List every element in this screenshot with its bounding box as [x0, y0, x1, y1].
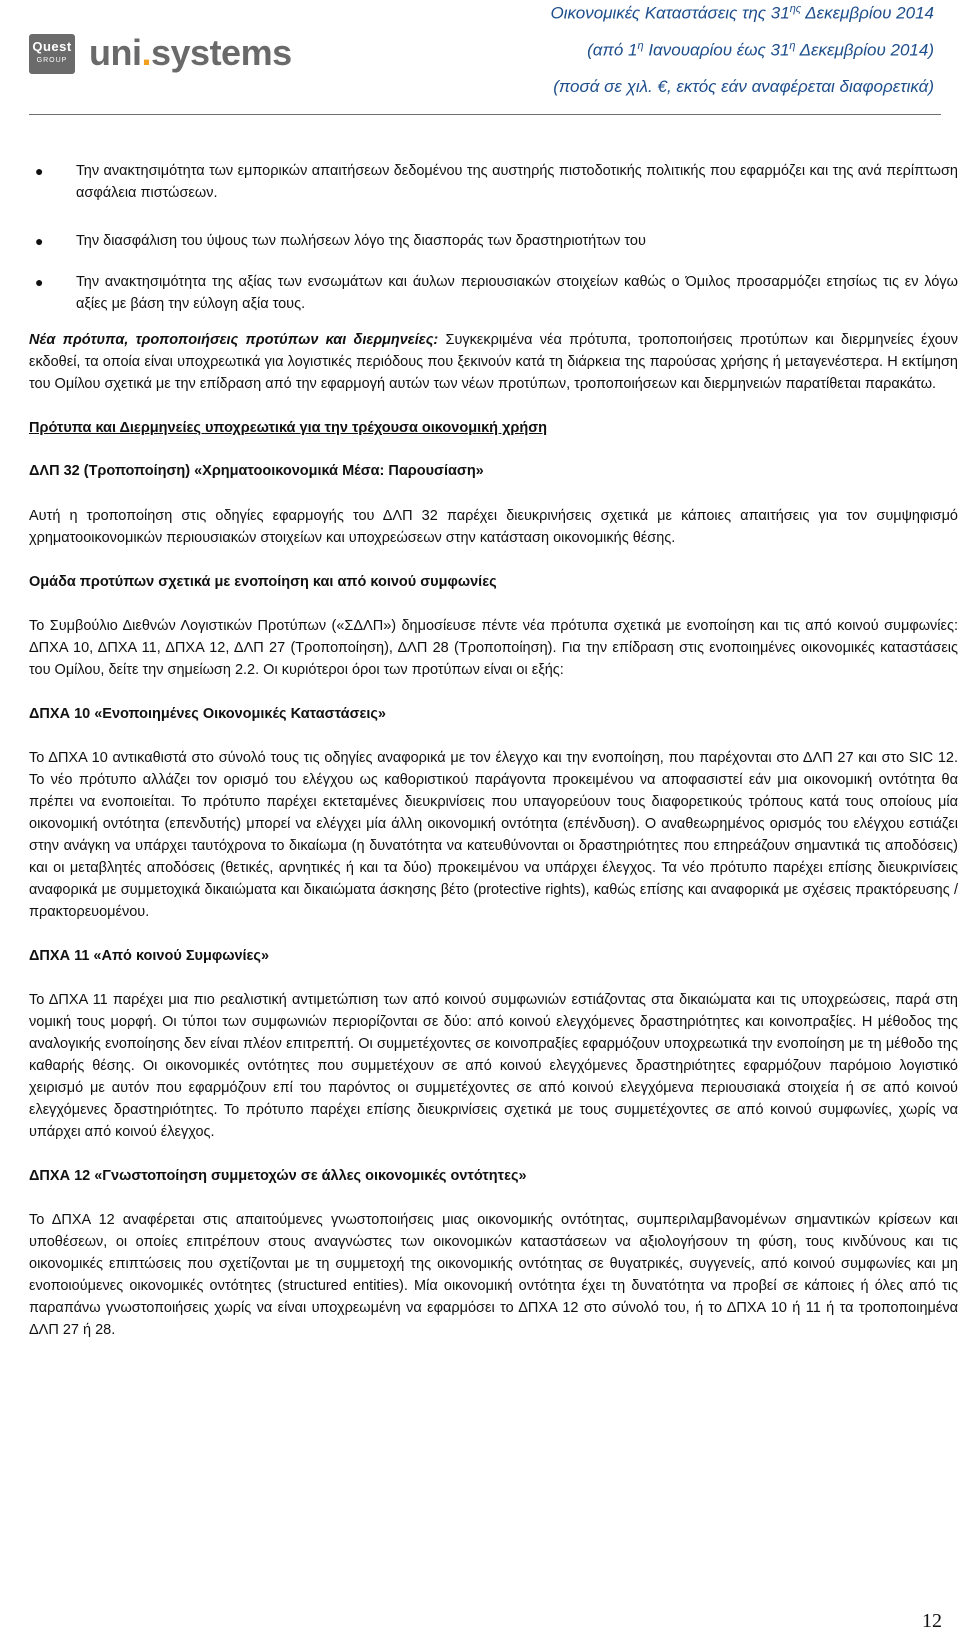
quest-group-logo: [29, 34, 75, 74]
group-paragraph: Το Συμβούλιο Διεθνών Λογιστικών Προτύπων («ΣΔΛΠ») δημοσίευσε πέντε νέα πρότυπα σχετικά με ενοποίηση και τις από κοινού συμφωνίες: ΔΠΧΑ 10, ΔΠΧΑ 11, ΔΠΧΑ 12, ΔΛΠ 27 (Τροποποίηση), ΔΛΠ 28 (Τροποποίηση). Για την επίδραση στις ενοποιημένες οικονομικές καταστάσεις του Ομίλου, δείτε την σημείωση 2.2. Οι κυριότεροι όροι των προτύπων είναι οι εξής:: [29, 618, 958, 678]
unisystems-logo: [89, 32, 292, 74]
document-body: [29, 160, 958, 1341]
logo-uni: uni: [89, 32, 142, 73]
bullet-item: [29, 271, 958, 315]
logo-group-text: GROUP: [36, 57, 68, 64]
new-standards-lead: Νέα πρότυπα, τροποποιήσεις προτύπων και διερμηνείες:: [29, 332, 439, 348]
new-standards-text: Συγκεκριμένα νέα πρότυπα, τροποποιήσεις προτύπων και διερμηνείες έχουν εκδοθεί, τα οποία είναι υποχρεωτικά για λογιστικές περιόδους που ξεκινούν κατά τη διάρκεια της παρούσας χρήσης ή μεταγενέστερα. Η εκτίμηση του Ομίλου σχετικά με την επίδραση από την εφαρμογή αυτών των νέων προτύπων, τροποποιήσεων και διερμηνειών παρατίθεται παρακάτω.: [29, 332, 958, 392]
header-statement-title: Οικονομικές Καταστάσεις της $31^{\eta\varsigma}$ Δεκεμβρίου 2014: [550, 3, 934, 23]
dpxa12-paragraph: Το ΔΠΧΑ 12 αναφέρεται στις απαιτούμενες γνωστοποιήσεις μιας οικονομικής οντότητας, συμπεριλαμβανομένων σημαντικών κρίσεων και υποθέσεων, οι οποίες επιτρέπουν στους αναγνώστες των οικονομικών καταστάσεων να αξιολογήσουν τη φύση, τους κινδύνους και τις οικονομικές επιπτώσεις που σχετίζονται με τη συμμετοχή της οικονομικής οντότητας σε θυγατρικές, συγγενείς, από κοινού συμφωνίες και μη ενοποιούμενες οικονομικές οντότητες (structured entities). Μία οικονομική οντότητα έχει τη δυνατότητα να προβεί σε κάποιες ή όλες από τις παραπάνω γνωστοποιήσεις χωρίς να είναι υποχρεωμένη να εφαρμόσει το ΔΠΧΑ 12 στο σύνολό του, ή το ΔΠΧΑ 10 ή 11 ή τα τροποποιημένα ΔΛΠ 27 ή 28.: [29, 1212, 958, 1338]
bullet-dot-icon: ●: [35, 163, 44, 179]
dpxa11-heading: ΔΠΧΑ 11 «Από κοινού Συμφωνίες»: [29, 948, 270, 964]
logo-quest-text: Quest: [32, 39, 72, 54]
group-heading: Ομάδα προτύπων σχετικά με ενοποίηση και από κοινού συμφωνίες: [29, 574, 497, 590]
page-number: 12: [922, 1610, 942, 1632]
dlp32-heading: ΔΛΠ 32 (Τροποποίηση) «Χρηματοοικονομικά Μέσα: Παρουσίαση»: [29, 463, 484, 479]
section-title: Πρότυπα και Διερμηνείες υποχρεωτικά για την τρέχουσα οικονομική χρήση: [29, 420, 548, 436]
bullet-item: [29, 230, 958, 252]
header-period: (από $1^\eta$ Ιανουαρίου έως $31^\eta$ Δεκεμβρίου 2014): [587, 40, 934, 60]
bullet-dot-icon: ●: [35, 274, 44, 290]
logo-dot: .: [141, 32, 151, 73]
header-currency-note: (ποσά σε χιλ. €, εκτός εάν αναφέρεται διαφορετικά): [553, 77, 934, 96]
header-divider: [29, 114, 941, 115]
new-standards-paragraph: [29, 329, 958, 395]
dpxa12-heading: ΔΠΧΑ 12 «Γνωστοποίηση συμμετοχών σε άλλες οικονομικές οντότητες»: [29, 1168, 527, 1184]
logo-systems: systems: [151, 32, 292, 73]
bullet-dot-icon: ●: [35, 233, 44, 249]
dpxa10-heading: ΔΠΧΑ 10 «Ενοποιημένες Οικονομικές Καταστάσεις»: [29, 706, 386, 722]
bullet-item: [29, 160, 958, 204]
bullet-text: Την ανακτησιμότητα της αξίας των ενσωμάτων και άυλων περιουσιακών στοιχείων καθώς ο Όμιλος προσαρμόζει ετησίως τις εν λόγω αξίες με βάση την εύλογη αξία τους.: [76, 274, 958, 312]
bullet-text: Την ανακτησιμότητα των εμπορικών απαιτήσεων δεδομένου της αυστηρής πιστοδοτικής πολιτικής που εφαρμόζει και της ανά περίπτωση ασφάλεια πιστώσεων.: [76, 163, 958, 201]
dpxa10-paragraph: Το ΔΠΧΑ 10 αντικαθιστά στο σύνολό τους τις οδηγίες αναφορικά με τον έλεγχο και την ενοποίηση, που παρέχονται στο ΔΛΠ 27 και στο SIC 12. Το νέο πρότυπο αλλάζει τον ορισμό του ελέγχου ως καθοριστικού παράγοντα προκειμένου να αποφασιστεί εάν μια οικονομική οντότητα θα πρέπει να ενοποιείται. Το πρότυπο παρέχει εκτεταμένες διευκρινίσεις που υπαγορεύουν τους διαφορετικούς τρόπους κατά τους οποίους μία οικονομική οντότητα (επενδυτής) μπορεί να ελέγχει μία άλλη οικονομική οντότητα (επένδυση). Ο αναθεωρημένος ορισμός του ελέγχου εστιάζει στην ανάγκη να υπάρχει ταυτόχρονα το δικαίωμα (η δυνατότητα να κατευθύνονται οι δραστηριότητες που επηρεάζουν σημαντικά τις αποδόσεις) και οι μεταβλητές αποδόσεις (θετικές, αρνητικές ή και τα δύο) προκειμένου να υπάρχει έλεγχος. Τα νέο πρότυπο παρέχει επίσης διευκρινίσεις αναφορικά με συμμετοχικά δικαιώματα και δικαιώματα άσκησης βέτο (protective rights), καθώς επίσης και αναφορικά με σχέσεις πρακτόρευσης / πρακτορευομένου.: [29, 750, 958, 920]
bullet-text: Την διασφάλιση του ύψους των πωλήσεων λόγο της διασποράς των δραστηριοτήτων του: [76, 233, 646, 249]
dlp32-paragraph: Αυτή η τροποποίηση στις οδηγίες εφαρμογής του ΔΛΠ 32 παρέχει διευκρινήσεις σχετικά με κάποιες απαιτήσεις για τον συμψηφισμό χρηματοοικονομικών περιουσιακών στοιχείων και υποχρεώσεων στην κατάσταση οικονομικής θέσης.: [29, 508, 958, 546]
dpxa11-paragraph: Το ΔΠΧΑ 11 παρέχει μια πιο ρεαλιστική αντιμετώπιση των από κοινού συμφωνιών εστιάζοντας στα δικαιώματα και τις υποχρεώσεις, παρά στη νομική τους μορφή. Οι τύποι των συμφωνιών περιορίζονται σε δύο: από κοινού ελεγχόμενες δραστηριότητες και κοινοπραξίες. Η μέθοδος της αναλογικής ενοποίησης δεν είναι πλέον επιτρεπτή. Οι συμμετέχοντες σε κοινοπραξίες εφαρμόζουν υποχρεωτικά την ενοποίηση με τη μέθοδο της καθαρής θέσης. Οι οικονομικές οντότητες που συμμετέχουν σε από κοινού ελεγχόμενες δραστηριότητες εφαρμόζουν παρόμοιο λογιστικό χειρισμό με αυτόν που εφαρμόζουν επί του παρόντος οι συμμετέχοντες σε από κοινού ελεγχόμενα περιουσιακά στοιχεία ή σε από κοινού ελεγχόμενες δραστηριότητες. Το πρότυπο παρέχει επίσης διευκρινίσεις σχετικά με τους συμμετέχοντες σε από κοινού συμφωνίες, χωρίς να υπάρχει από κοινού έλεγχος.: [29, 992, 958, 1140]
